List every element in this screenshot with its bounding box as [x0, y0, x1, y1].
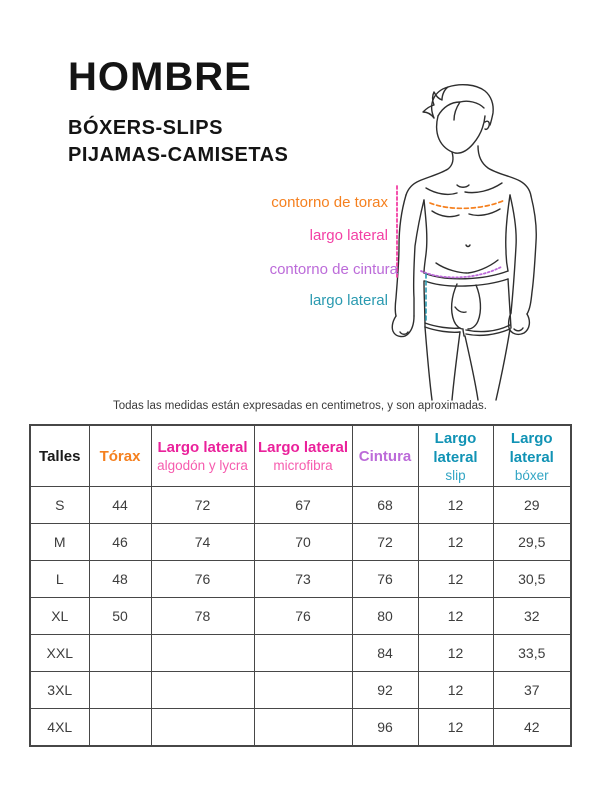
column-title: Tórax [99, 447, 141, 465]
value-cell: 42 [493, 709, 571, 747]
column-subtitle: microfibra [273, 458, 333, 473]
figure-boxer-right-hem [466, 325, 510, 335]
value-cell [151, 672, 254, 709]
value-cell: 84 [352, 635, 418, 672]
figure-torso-left [424, 200, 427, 273]
value-cell: 12 [418, 524, 493, 561]
value-cell: 76 [254, 598, 352, 635]
value-cell [151, 635, 254, 672]
column-subtitle: bóxer [514, 467, 549, 483]
value-cell: 73 [254, 561, 352, 598]
value-cell: 37 [493, 672, 571, 709]
male-figure-illustration [388, 82, 548, 402]
measurements-note: Todas las medidas están expresadas en centimetros, y son aproximadas. [113, 400, 487, 412]
value-cell: 96 [352, 709, 418, 747]
table-row [30, 672, 571, 709]
column-header [254, 425, 352, 487]
column-header [352, 425, 418, 487]
value-cell: 46 [89, 524, 151, 561]
column-header [493, 425, 571, 487]
figure-right-arm-inner [510, 195, 516, 313]
table-row [30, 561, 571, 598]
chest-measure-line [430, 200, 505, 208]
figure-legs [425, 327, 510, 400]
column-header [30, 425, 89, 487]
value-cell: 76 [151, 561, 254, 598]
value-cell: 33,5 [493, 635, 571, 672]
figure-left-arm-inner [414, 200, 424, 316]
value-cell [89, 672, 151, 709]
column-title: Largo lateral [433, 429, 478, 466]
value-cell: 12 [418, 635, 493, 672]
value-cell: 32 [493, 598, 571, 635]
table-row [30, 709, 571, 747]
value-cell [89, 635, 151, 672]
value-cell [254, 709, 352, 747]
value-cell: 50 [89, 598, 151, 635]
column-subtitle: slip [445, 467, 466, 483]
column-header [89, 425, 151, 487]
subtitle-boxers-slips: BÓXERS-SLIPS [68, 117, 223, 139]
value-cell: 78 [151, 598, 254, 635]
value-cell: 12 [418, 487, 493, 524]
size-cell: 4XL [30, 709, 89, 747]
value-cell: 76 [352, 561, 418, 598]
figure-pecs [432, 209, 500, 217]
table-row [30, 598, 571, 635]
table-row [30, 635, 571, 672]
size-table [29, 424, 572, 747]
size-cell: XL [30, 598, 89, 635]
value-cell: 29,5 [493, 524, 571, 561]
column-title: Largo lateral [157, 439, 248, 456]
table-row [30, 524, 571, 561]
figure-boxer-left-hem [425, 323, 460, 332]
value-cell: 12 [418, 672, 493, 709]
table-row [30, 487, 571, 524]
size-cell: L [30, 561, 89, 598]
figure-hairline [438, 101, 484, 120]
figure-hair-spikes [423, 87, 448, 118]
value-cell: 12 [418, 561, 493, 598]
value-cell [254, 672, 352, 709]
column-header [418, 425, 493, 487]
figure-right-hand-detail [514, 328, 523, 331]
page-title: HOMBRE [68, 55, 252, 99]
value-cell: 67 [254, 487, 352, 524]
subtitle-pijamas-camisetas: PIJAMAS-CAMISETAS [68, 144, 289, 166]
figure-navel [466, 245, 470, 247]
value-cell [254, 635, 352, 672]
value-cell: 92 [352, 672, 418, 709]
size-cell: XXL [30, 635, 89, 672]
value-cell: 72 [151, 487, 254, 524]
size-cell: S [30, 487, 89, 524]
value-cell [89, 709, 151, 747]
figure-right-arm-outer [527, 196, 536, 314]
value-cell: 30,5 [493, 561, 571, 598]
value-cell: 72 [352, 524, 418, 561]
label-contorno-de-cintura: contorno de cintura [269, 261, 398, 278]
figure-hip-lines [436, 260, 498, 273]
value-cell [151, 709, 254, 747]
size-cell: 3XL [30, 672, 89, 709]
figure-collarbones [426, 183, 502, 194]
header-row [30, 425, 571, 487]
figure-torso-right [506, 195, 510, 271]
value-cell: 68 [352, 487, 418, 524]
label-contorno-de-torax: contorno de torax [271, 194, 388, 211]
column-title: Cintura [358, 447, 412, 465]
label-largo-lateral-prenda: largo lateral [309, 227, 388, 244]
figure-neck-right [478, 146, 531, 196]
value-cell: 80 [352, 598, 418, 635]
value-cell: 48 [89, 561, 151, 598]
value-cell: 70 [254, 524, 352, 561]
column-title: Talles [39, 447, 81, 465]
figure-left-hand-detail [400, 332, 408, 334]
figure-ear [485, 121, 489, 129]
size-cell: M [30, 524, 89, 561]
column-title: Largo lateral [509, 429, 554, 466]
value-cell: 44 [89, 487, 151, 524]
value-cell: 74 [151, 524, 254, 561]
label-largo-lateral-boxer: largo lateral [309, 292, 388, 309]
column-title: Largo lateral [257, 439, 349, 456]
value-cell: 12 [418, 598, 493, 635]
value-cell: 29 [493, 487, 571, 524]
value-cell: 12 [418, 709, 493, 747]
column-header [151, 425, 254, 487]
column-subtitle: algodón y lycra [157, 458, 248, 473]
figure-neck-left [406, 152, 453, 195]
